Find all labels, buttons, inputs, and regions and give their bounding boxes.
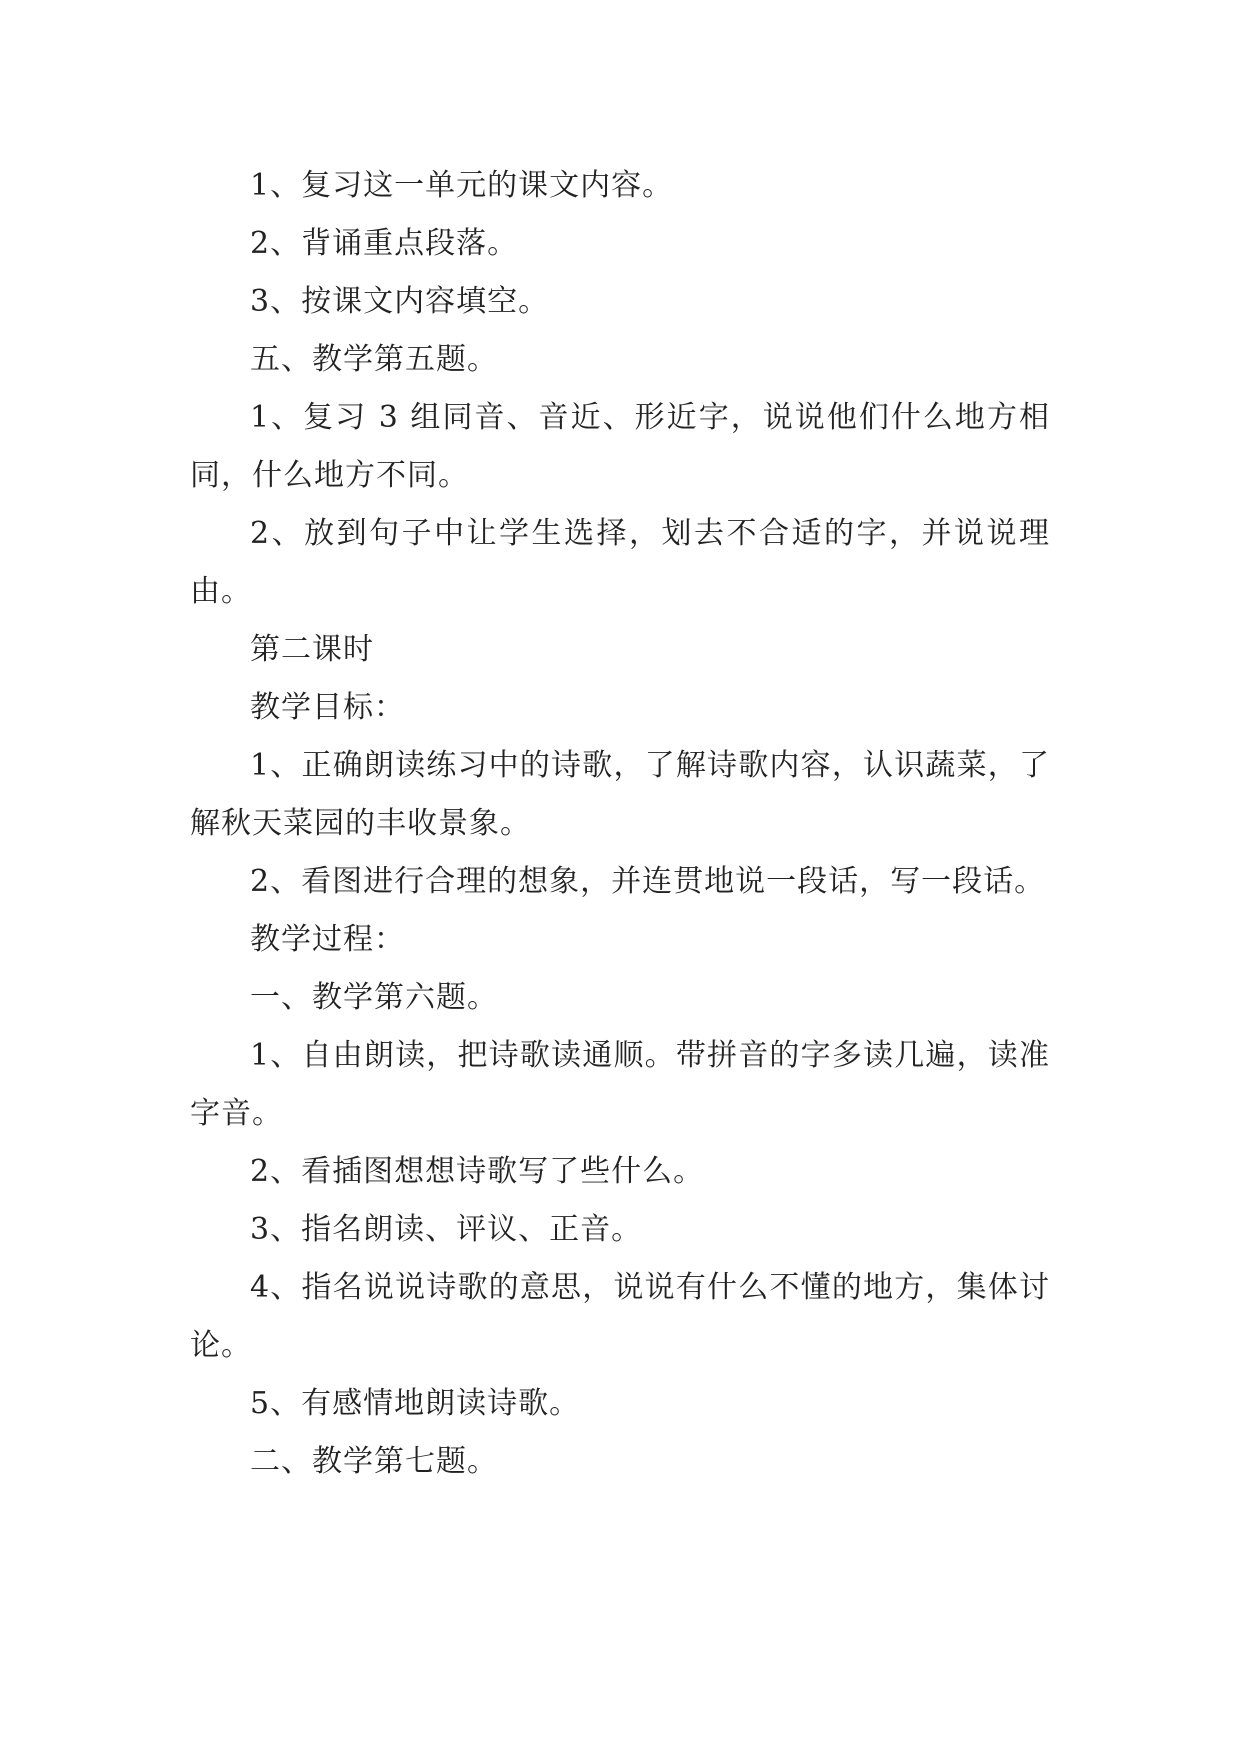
paragraph: 1、复习 3 组同音、音近、形近字，说说他们什么地方相同，什么地方不同。 [190,400,1050,493]
paragraph: 3、指名朗读、评议、正音。 [250,1212,643,1247]
subheading: 教学目标： [250,690,405,725]
paragraph: 2、看插图想想诗歌写了些什么。 [250,1154,705,1189]
paragraph: 2、放到句子中让学生选择，划去不合适的字，并说说理由。 [190,516,1050,609]
section-heading: 五、教学第五题。 [250,342,498,377]
paragraph: 5、有感情地朗读诗歌。 [250,1386,581,1421]
section-heading: 二、教学第七题。 [250,1444,498,1479]
section-heading: 一、教学第六题。 [250,980,498,1015]
document-body [190,157,1050,1491]
paragraph: 1、复习这一单元的课文内容。 [250,168,674,203]
paragraph: 2、看图进行合理的想象，并连贯地说一段话，写一段话。 [250,864,1046,899]
paragraph: 2、背诵重点段落。 [250,226,519,261]
paragraph: 3、按课文内容填空。 [250,284,550,319]
paragraph: 1、正确朗读练习中的诗歌，了解诗歌内容，认识蔬菜，了解秋天菜园的丰收景象。 [190,748,1050,841]
paragraph: 4、指名说说诗歌的意思，说说有什么不懂的地方，集体讨论。 [190,1270,1050,1363]
lesson-heading: 第二课时 [250,632,374,667]
paragraph: 1、自由朗读，把诗歌读通顺。带拼音的字多读几遍，读准字音。 [190,1038,1050,1131]
subheading: 教学过程： [250,922,405,957]
